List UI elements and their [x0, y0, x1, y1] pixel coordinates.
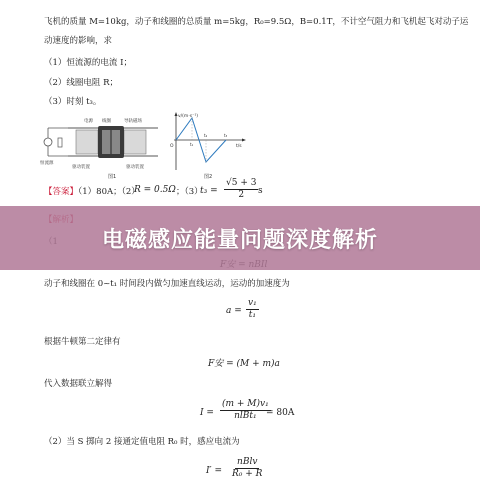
answer-part-3: ；（3） [176, 187, 203, 197]
question-2: （2）线圈电阻 R； [44, 78, 119, 88]
current-denominator: nlBt₁ [234, 411, 257, 421]
velocity-time-graph [168, 110, 248, 182]
current-fraction [218, 399, 273, 422]
answer-t3-fraction [222, 178, 260, 201]
analysis-step-4: （2）当 S 掷向 2 接通定值电阻 R₀ 时，感应电流为 [44, 437, 240, 447]
label-coil: 线圈 [102, 119, 111, 124]
answer-t3-denominator: 2 [238, 190, 245, 200]
current-result: = 80A [266, 408, 295, 418]
answer-part-1: （1）80A；（2） [78, 187, 140, 197]
problem-line-2: 动速度的影响，求 [44, 36, 113, 46]
accel-numerator: v₁ [248, 298, 257, 308]
label-field: 导轨磁场 [124, 119, 142, 124]
accel-denominator: t₁ [248, 310, 256, 320]
figure-1-caption: 图1 [108, 174, 117, 180]
analysis-step-3: 代入数据联立解得 [44, 379, 113, 389]
graph-x-label: t/s [236, 144, 242, 149]
graph-y-label: v/(m·s⁻¹) [178, 114, 199, 119]
device-diagram-figure [40, 112, 165, 180]
answer-r-equation: R = 0.5Ω [134, 185, 176, 195]
figure-2-caption: 图2 [204, 174, 213, 180]
question-3: （3）时刻 t₃。 [44, 97, 102, 107]
current-lhs: I = [200, 408, 214, 418]
induced-current-denominator: R₀ + R [232, 469, 263, 479]
label-drive-left: 驱动装置 [72, 165, 90, 170]
induced-current-lhs: I′ = [206, 466, 223, 476]
problem-line-1: 飞机的质量 M=10kg，动子和线圈的总质量 m=5kg，R₀=9.5Ω，B=0.1T，不计空气阻力和飞机起飞对动子运 [44, 17, 469, 27]
graph-tick-t1: t₁ [190, 142, 194, 147]
graph-tick-t3: t₃ [224, 133, 228, 138]
label-drive-right: 驱动装置 [126, 165, 144, 170]
current-numerator: (m + M)v₁ [222, 399, 269, 409]
question-1: （1）恒流源的电流 I； [44, 58, 132, 68]
title-banner [0, 206, 480, 270]
banner-title: 电磁感应能量问题深度解析 [101, 227, 378, 253]
induced-current-fraction [228, 457, 266, 480]
graph-tick-t2: t₂ [204, 133, 208, 138]
magnet-right [124, 130, 146, 154]
accel-fraction [244, 298, 261, 321]
analysis-step-2: 根据牛顿第二定律有 [44, 337, 121, 347]
current-source-symbol [44, 138, 52, 146]
graph-origin-label: O [170, 144, 174, 149]
answer-t3-lhs: t₃ = [200, 186, 218, 196]
analysis-step-1: 动子和线圈在 0~t₁ 时间段内做匀加速直线运动，运动的加速度为 [44, 279, 290, 289]
newton-equation: F安 = (M + m)a [208, 359, 280, 369]
label-power: 电源 [84, 119, 93, 124]
answer-t3-unit: s [258, 186, 263, 196]
resistor-symbol [58, 138, 62, 147]
accel-lhs: a = [226, 306, 242, 316]
induced-current-numerator: nBlv [237, 457, 258, 467]
magnet-left [76, 130, 98, 154]
label-current-source: 恒流源 [40, 161, 54, 166]
answer-line [44, 186, 140, 199]
answer-t3-numerator: √5 + 3 [226, 178, 257, 188]
answer-label: 【答案】 [44, 187, 79, 197]
